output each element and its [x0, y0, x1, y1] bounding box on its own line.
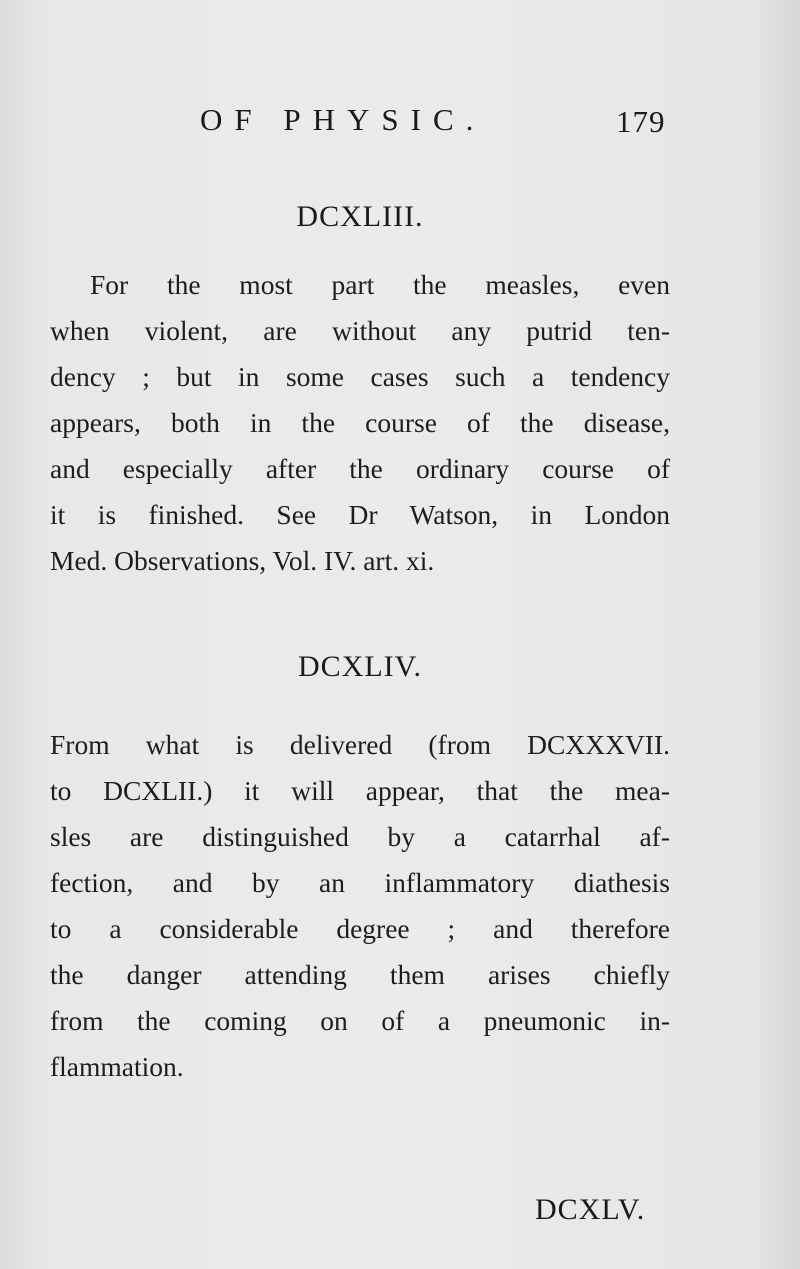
- text-line: appears, both in the course of the disease,: [50, 407, 670, 438]
- text-line: from the coming on of a pneumonic in-: [50, 1005, 670, 1036]
- text-line: the danger attending them arises chiefly: [50, 959, 670, 990]
- text-line: flammation.: [50, 1051, 184, 1082]
- text-line: it is finished. See Dr Watson, in London: [50, 499, 670, 530]
- page-number: 179: [616, 104, 666, 139]
- text-line: when violent, are without any putrid ten-: [50, 315, 670, 346]
- section-heading-dcxliv: DCXLIV.: [298, 650, 422, 683]
- text-line: For the most part the measles, even: [90, 269, 670, 300]
- text-line: sles are distinguished by a catarrhal af-: [50, 821, 670, 852]
- text-line: to a considerable degree ; and therefore: [50, 913, 670, 944]
- page-header: [0, 102, 800, 142]
- text-line: fection, and by an inflammatory diathesis: [50, 867, 670, 898]
- text-line: and especially after the ordinary course of: [50, 453, 670, 484]
- running-title: OF PHYSIC.: [200, 102, 486, 137]
- text-line: From what is delivered (from DCXXXVII.: [50, 729, 670, 760]
- paragraph-dcxliii: [50, 262, 670, 584]
- text-line: to DCXLII.) it will appear, that the mea-: [50, 775, 670, 806]
- text-line: dency ; but in some cases such a tendency: [50, 361, 670, 392]
- catchword: DCXLV.: [535, 1193, 646, 1226]
- paragraph-dcxliv: [50, 722, 670, 1090]
- text-line: Med. Observations, Vol. IV. art. xi.: [50, 545, 435, 576]
- section-heading-dcxliii: DCXLIII.: [296, 200, 424, 233]
